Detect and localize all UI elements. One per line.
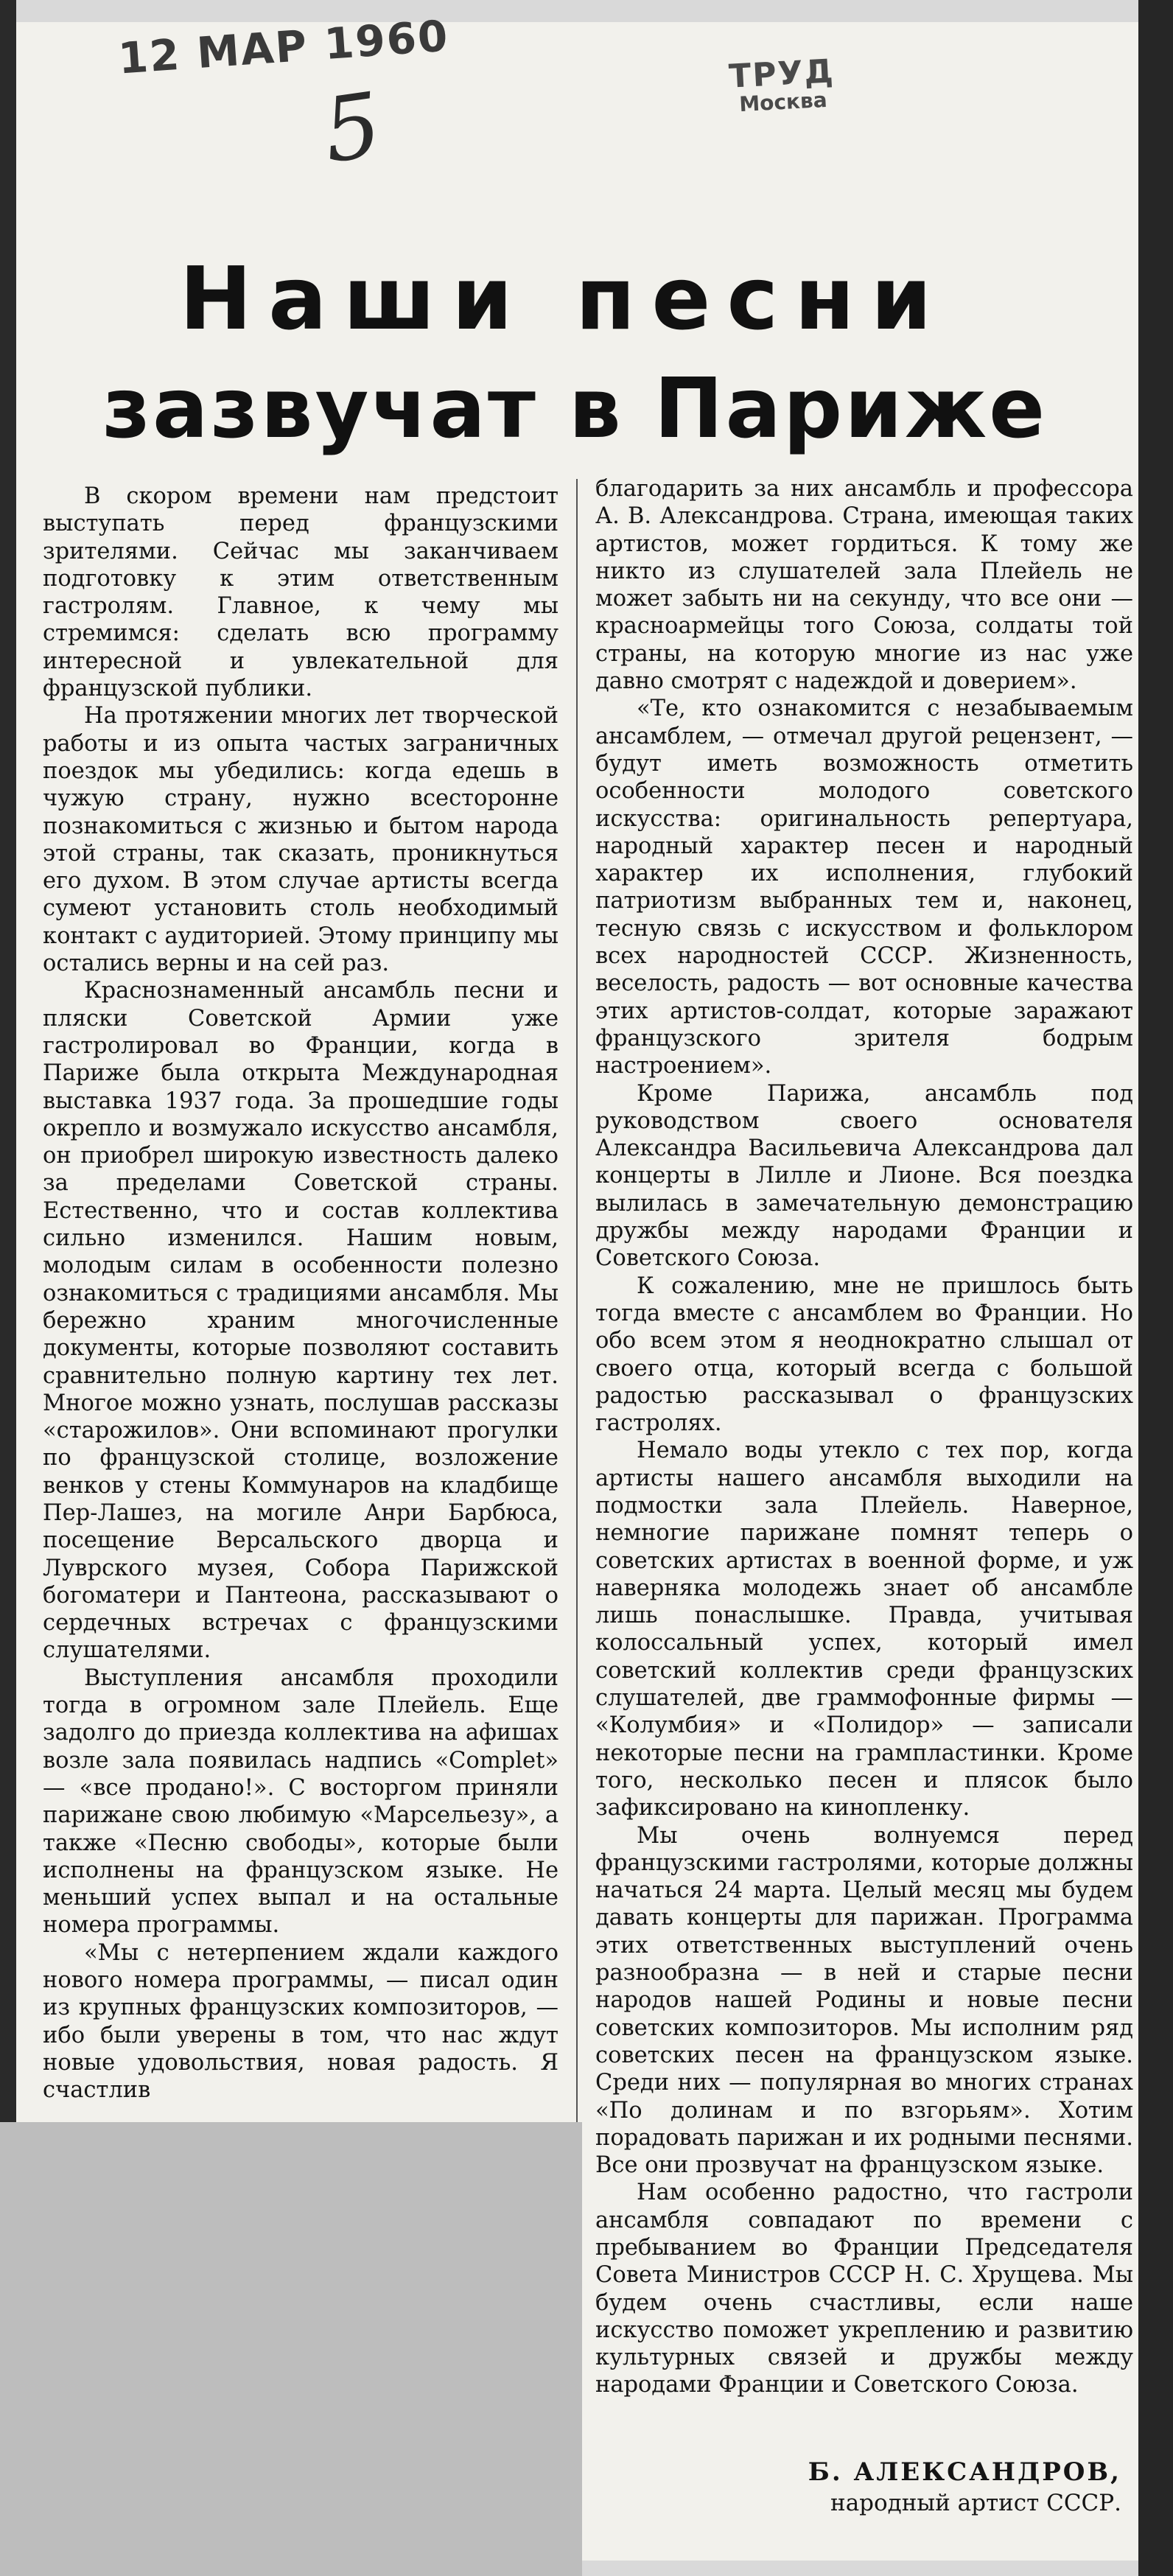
paragraph: На протяжении многих лет творческой работы и из опыта частых заграничных поездок мы убедились: когда едешь в чужую страну, нужно всесторонне познакомиться с жизнью и бытом народа этой страны, так сказать, проникнуться его духом. В этом случае артисты всегда сумеют установить столь необходимый контакт с аудиторией. Этому принципу мы остались верны и на сей раз. [43,703,559,977]
paragraph: В скором времени нам предстоит выступать перед французскими зрителями. Сейчас мы заканчиваем подготовку к этим ответственным гастролям. Главное, к чему мы стремимся: сделать всю программу интересной и увлекательной для французской публики. [43,483,559,702]
author-name: Б. АЛЕКСАНДРОВ, [808,2457,1121,2487]
paragraph-continuation: благодарить за них ансамбль и профессора А. В. Александрова. Страна, имеющая таких артистов, может гордиться. К тому же никто из слушателей зала Плейель не может забыть ни на секунду, что все они — красноармейцы того Союза, солдаты той страны, на которую многие из нас уже давно смотрят с надеждой и доверием». [595,476,1133,695]
scan-background-bottom [0,2122,582,2576]
paragraph: Краснознаменный ансамбль песни и пляски Советской Армии уже гастролировал во Франции, когда в Париже была открыта Международная выставка 1937 года. За прошедшие годы окрепло и возмужало искусство ансамбля, он приобрел широкую известность далеко за пределами Советской страны. Естественно, что и состав коллектива сильно изменился. Нашим новым, молодым силам в особенности полезно ознакомиться с традициями ансамбля. Мы бережно храним многочисленные документы, которые позволяют составить сравнительно полную картину тех лет. Многое можно узнать, послушав рассказы «старожилов». Они вспоминают прогулки по французской столице, возложение венков у стены Коммунаров на кладбище Пер-Лашез, на могиле Анри Барбюса, посещение Версальского дворца и Луврского музея, Собора Парижской богоматери и Пантеона, рассказывают о сердечных встречах с французскими слушателями. [43,978,559,1664]
paragraph: «Те, кто ознакомится с незабываемым ансамблем, — отмечал другой рецензент, — будут иметь возможность отметить особенности молодого советского искусства: оригинальность репертуара, народный характер песен и народный характер их исполнения, глубокий патриотизм выбранных тем и, наконец, тесную связь с искусством и фольклором всех народностей СССР. Жизненность, веселость, радость — вот основные качества этих артистов-солдат, которые заражают французского зрителя бодрым настроением». [595,696,1133,1079]
column-divider [576,479,578,2122]
paragraph: Немало воды утекло с тех пор, когда артисты нашего ансамбля выходили на подмостки зала Плейель. Наверное, немногие парижане помнят теперь о советских артистах в военной форме, и уж наверняка молодежь знает об ансамбле лишь понаслышке. Правда, учитывая колоссальный успех, который имел советский коллектив среди французских слушателей, две граммофонные фирмы — «Колумбия» и «Полидор» — записали некоторые песни на грампластинки. Кроме того, несколько песен и плясок было зафиксировано на кинопленку. [595,1438,1133,1821]
newspaper-city: Москва [738,87,828,117]
author-signature [808,2457,1121,2516]
paragraph: Нам особенно радостно, что гастроли ансамбля совпадают по времени с пребыванием во Франции Председателя Совета Министров СССР Н. С. Хрущева. Мы будем очень счастливы, если наше искусство поможет укреплению и развитию культурных связей и дружбы между народами Франции и Советского Союза. [595,2180,1133,2398]
date-stamp: 12 МАР 1960 [116,10,451,84]
article-column-left [43,483,559,2104]
paragraph: К сожалению, мне не пришлось быть тогда вместе с ансамблем во Франции. Но обо всем этом я неоднократно слышал от своего отца, который всегда с большой радостью рассказывал о французских гастролях. [595,1273,1133,1437]
paragraph: Выступления ансамбля проходили тогда в огромном зале Плейель. Еще задолго до приезда коллектива на афишах возле зала появилась надпись «Complet» — «все продано!». С восторгом приняли парижане свою любимую «Марсельезу», а также «Песню свободы», которые были исполнены на французском языке. Не меньший успех выпал и на остальные номера программы. [43,1665,559,1939]
handwritten-number: 5 [317,74,388,183]
paragraph: Мы очень волнуемся перед французскими гастролями, которые должны начаться 24 марта. Целый месяц мы будем давать концерты для парижан. Программа этих ответственных выступлений очень разнообразна — в ней и старые песни народов нашей Родины и новые песни советских композиторов. Мы исполним ряд советских песен на французском языке. Среди них — популярная во многих странах «По долинам и по взгорьям». Хотим порадовать парижан и их родными песнями. Все они прозвучат на французском языке. [595,1822,1133,2179]
newspaper-name: ТРУД [728,52,836,96]
paragraph: «Мы с нетерпением ждали каждого нового номера программы, — писал один из крупных французских композиторов, — ибо были уверены в том, что нас ждут новые удовольствия, новая радость. Я счастлив [43,1939,559,2104]
author-title: народный артист СССР. [830,2490,1121,2516]
headline-line-1: Наши песни [179,248,948,349]
source-stamp [728,52,836,116]
headline-line-2: зазвучат в Париже [102,361,1048,457]
scan-background-right [1138,0,1173,2576]
article-column-right [595,475,1133,2399]
paragraph: Кроме Парижа, ансамбль под руководством своего основателя Александра Васильевича Александрова дал концерты в Лилле и Лионе. Вся поездка вылилась в замечательную демонстрацию дружбы между народами Франции и Советского Союза. [595,1080,1133,1272]
article-headline [44,243,1105,464]
